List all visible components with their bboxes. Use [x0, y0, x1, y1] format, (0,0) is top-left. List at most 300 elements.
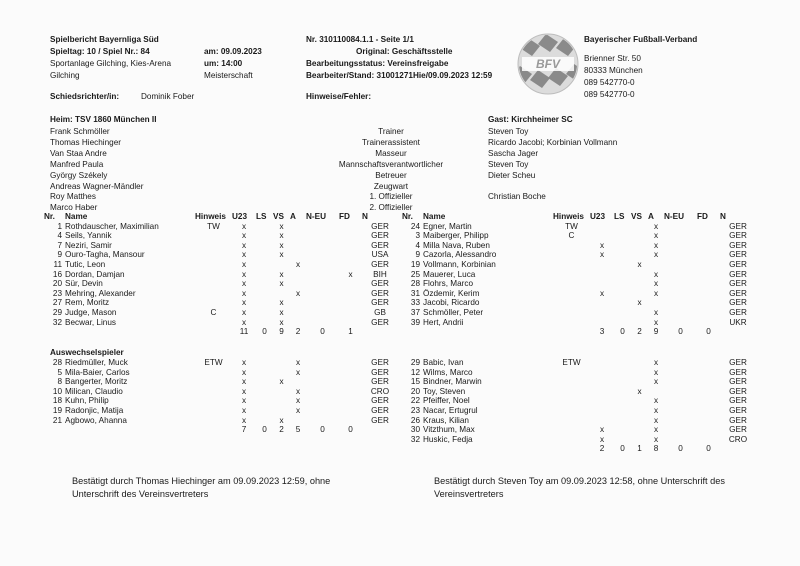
player-row	[44, 270, 398, 280]
player-name: Mehring, Alexander	[65, 288, 136, 298]
player-ls	[614, 387, 631, 397]
player-row	[44, 260, 398, 270]
player-row	[402, 396, 756, 406]
player-ls	[614, 358, 631, 368]
total-empty	[402, 327, 423, 337]
player-vs	[631, 308, 648, 318]
guest-subs-table	[402, 358, 756, 454]
player-fd	[339, 406, 362, 416]
player-row	[44, 222, 398, 232]
player-ls	[614, 289, 631, 299]
player-hinweis	[553, 308, 590, 318]
home-subs-table	[44, 358, 398, 435]
player-name: Vitzthum, Max	[423, 425, 475, 435]
home-subs-title: Auswechselspieler	[50, 348, 124, 357]
player-ls	[614, 377, 631, 387]
player-vs: x	[279, 298, 284, 308]
player-neu	[306, 416, 339, 426]
total-empty	[362, 327, 398, 337]
player-name: Pfeiffer, Noel	[423, 396, 470, 406]
player-name: Jacobi, Ricardo	[423, 298, 480, 308]
player-hinweis	[195, 241, 232, 251]
player-a	[648, 298, 664, 308]
player-name: Nacar, Ertugrul	[423, 405, 478, 415]
player-vs: x	[279, 221, 284, 231]
total-neu: 0	[678, 444, 683, 454]
player-n: GER	[729, 367, 747, 377]
player-a: x	[653, 240, 659, 250]
player-a	[648, 260, 664, 270]
match-date: am: 09.09.2023	[204, 47, 262, 56]
player-neu	[664, 425, 697, 435]
player-u23: x	[599, 434, 605, 444]
original-copy: Original: Geschäftsstelle	[356, 47, 453, 56]
player-vs	[273, 358, 290, 368]
player-ls	[614, 298, 631, 308]
col-u23: U23	[232, 212, 248, 221]
player-nr: 30	[410, 425, 420, 435]
player-row	[44, 241, 398, 251]
home-confirmation: Bestätigt durch Thomas Hiechinger am 09.09.2023 12:59, ohne Unterschrift des Vereinsvertreters	[72, 476, 331, 499]
player-n: GER	[729, 307, 747, 317]
player-ls	[614, 279, 631, 289]
player-row	[44, 250, 398, 260]
player-hinweis	[553, 298, 590, 308]
player-a	[290, 250, 306, 260]
col-nr: Nr.	[402, 212, 413, 221]
player-neu	[664, 387, 697, 397]
role-line: Zeugwart	[373, 181, 409, 191]
player-vs	[631, 241, 648, 251]
player-n: GER	[729, 298, 747, 308]
player-fd	[697, 279, 720, 289]
player-vs	[631, 222, 648, 232]
player-u23: x	[241, 259, 247, 269]
player-a	[290, 308, 306, 318]
player-n: GER	[729, 231, 747, 241]
player-nr: 25	[410, 269, 420, 279]
guet-officials-line: Steven Toy	[488, 159, 529, 169]
player-u23: x	[599, 240, 605, 250]
player-a: x	[653, 250, 659, 260]
player-a: x	[653, 425, 659, 435]
total-empty	[720, 444, 756, 454]
player-nr: 31	[410, 288, 420, 298]
player-hinweis	[195, 260, 232, 270]
totals-row	[44, 327, 398, 337]
player-fd	[697, 396, 720, 406]
total-vs: 2	[637, 327, 642, 337]
player-u23: x	[599, 288, 605, 298]
player-u23	[590, 308, 614, 318]
player-a: x	[295, 367, 301, 377]
role-line: 1. Offizieller	[369, 192, 413, 202]
player-u23: x	[241, 279, 247, 289]
venue: Sportanlage Gilching, Kies-Arena	[50, 59, 172, 68]
player-hinweis	[195, 387, 232, 397]
player-nr: 19	[410, 259, 420, 269]
player-vs: x	[279, 231, 284, 241]
player-neu	[306, 396, 339, 406]
player-fd	[339, 289, 362, 299]
player-n: BIH	[373, 269, 387, 279]
player-u23	[590, 377, 614, 387]
player-vs	[631, 416, 648, 426]
player-name: Flohrs, Marco	[423, 279, 474, 289]
player-row	[402, 250, 756, 260]
player-u23	[590, 260, 614, 270]
player-name: Bangerter, Moritz	[65, 377, 128, 387]
player-neu	[664, 298, 697, 308]
total-a: 5	[295, 425, 301, 435]
player-a	[290, 298, 306, 308]
player-nr: 28	[52, 358, 62, 367]
player-vs	[631, 425, 648, 435]
col-vs: VS	[273, 212, 284, 221]
player-fd	[697, 250, 720, 260]
player-vs: x	[279, 317, 284, 327]
player-row	[402, 406, 756, 416]
player-n: GER	[729, 250, 747, 260]
player-n: GER	[729, 405, 747, 415]
player-hinweis	[553, 270, 590, 280]
total-empty	[720, 327, 756, 337]
player-nr: 22	[410, 396, 420, 406]
player-name: Bindner, Marwin	[423, 377, 482, 387]
player-fd	[697, 231, 720, 241]
player-fd	[697, 435, 720, 445]
player-u23: x	[241, 231, 247, 241]
player-a: x	[653, 269, 659, 279]
player-name: Ouro-Tagha, Mansour	[65, 250, 145, 260]
total-empty	[65, 327, 195, 337]
total-empty	[553, 444, 590, 454]
player-u23	[590, 416, 614, 426]
player-nr: 4	[415, 240, 420, 250]
player-ls	[614, 222, 631, 232]
player-nr: 26	[410, 415, 420, 425]
player-n: GER	[729, 415, 747, 425]
col-name: Name	[65, 212, 88, 221]
player-a: x	[653, 231, 659, 241]
player-a	[290, 241, 306, 251]
player-vs	[631, 377, 648, 387]
total-empty	[65, 425, 195, 435]
player-n: GER	[371, 231, 389, 241]
player-a: x	[295, 288, 301, 298]
player-neu	[306, 241, 339, 251]
player-n: GER	[729, 269, 747, 279]
player-n: GER	[729, 358, 747, 367]
player-a: x	[653, 307, 659, 317]
player-ls	[256, 358, 273, 368]
player-vs: x	[279, 377, 284, 387]
player-a	[290, 222, 306, 232]
player-n: GER	[371, 396, 389, 406]
player-n: CRO	[728, 434, 748, 444]
logo-text: BFV	[536, 57, 560, 71]
player-fd	[339, 298, 362, 308]
player-hinweis	[195, 368, 232, 378]
player-vs	[631, 358, 648, 368]
guest-team-title: Gast: Kirchheimer SC	[488, 115, 573, 124]
player-ls	[614, 435, 631, 445]
player-n: GER	[371, 279, 389, 289]
player-name: Maiberger, Philipp	[423, 231, 489, 241]
player-fd	[697, 425, 720, 435]
player-n: GER	[729, 377, 747, 387]
player-fd	[697, 308, 720, 318]
player-row	[402, 298, 756, 308]
total-empty	[402, 444, 423, 454]
player-name: Huskic, Fedja	[423, 434, 473, 444]
player-nr: 16	[52, 269, 62, 279]
player-hinweis	[553, 279, 590, 289]
player-u23	[590, 387, 614, 397]
player-hinweis	[553, 318, 590, 328]
total-empty	[362, 425, 398, 435]
player-a	[290, 318, 306, 328]
header-row	[402, 212, 756, 222]
player-name: Mauerer, Luca	[423, 269, 476, 279]
player-vs: x	[279, 279, 284, 289]
player-vs	[631, 435, 648, 445]
player-u23: x	[599, 425, 605, 435]
player-vs: x	[279, 415, 284, 425]
player-ls	[256, 279, 273, 289]
player-nr: 15	[410, 377, 420, 387]
home-official-line: Van Staa Andre	[50, 148, 107, 158]
total-vs: 2	[279, 425, 284, 435]
player-nr: 32	[410, 434, 420, 444]
player-u23	[590, 406, 614, 416]
player-row	[44, 279, 398, 289]
total-empty	[553, 327, 590, 337]
player-vs	[631, 279, 648, 289]
player-vs: x	[279, 250, 284, 260]
player-vs: x	[637, 259, 642, 269]
player-vs	[631, 250, 648, 260]
player-neu	[664, 358, 697, 368]
status-label: Bearbeitungsstatus: Vereinsfreigabe	[306, 59, 449, 68]
player-fd	[339, 358, 362, 368]
player-name: Rem, Moritz	[65, 298, 110, 308]
col-a: A	[290, 212, 296, 221]
player-name: Schmöller, Peter	[423, 307, 484, 317]
col-ls: LS	[256, 212, 267, 221]
player-nr: 29	[52, 307, 62, 317]
player-hinweis	[553, 368, 590, 378]
player-neu	[664, 377, 697, 387]
player-vs	[631, 396, 648, 406]
col-u23: U23	[590, 212, 606, 221]
player-u23	[590, 270, 614, 280]
player-fd	[339, 318, 362, 328]
player-u23: x	[241, 298, 247, 308]
total-ls: 0	[262, 425, 267, 435]
player-vs	[631, 406, 648, 416]
total-u23: 2	[599, 444, 605, 454]
player-a: x	[653, 396, 659, 406]
player-row	[44, 387, 398, 397]
player-a	[290, 416, 306, 426]
player-u23	[590, 358, 614, 368]
player-row	[44, 368, 398, 378]
player-nr: 32	[52, 317, 62, 327]
player-a: x	[653, 358, 659, 367]
player-ls	[256, 222, 273, 232]
role-line: Masseur	[375, 148, 407, 158]
player-vs	[631, 318, 648, 328]
player-n: GER	[371, 358, 389, 367]
player-fd	[697, 368, 720, 378]
player-neu	[664, 241, 697, 251]
player-n: GER	[729, 288, 747, 298]
player-n: GER	[371, 367, 389, 377]
player-fd	[339, 241, 362, 251]
player-nr: 19	[52, 405, 62, 415]
player-nr: 24	[410, 221, 420, 231]
player-n: GER	[371, 415, 389, 425]
player-ls	[614, 270, 631, 280]
player-ls	[614, 308, 631, 318]
player-nr: 9	[415, 250, 420, 260]
player-name: Kraus, Kilian	[423, 415, 469, 425]
player-n: GER	[729, 396, 747, 406]
player-u23: x	[241, 240, 247, 250]
referee-name: Dominik Fober	[141, 92, 195, 101]
player-nr: 3	[415, 231, 420, 241]
player-a: x	[653, 279, 659, 289]
player-hinweis	[553, 377, 590, 387]
player-ls	[256, 308, 273, 318]
player-hinweis	[553, 260, 590, 270]
player-ls	[256, 368, 273, 378]
player-row	[402, 308, 756, 318]
home-team-title: Heim: TSV 1860 München II	[50, 115, 157, 124]
player-a	[290, 377, 306, 387]
player-nr: 9	[57, 250, 62, 260]
player-ls	[614, 396, 631, 406]
player-nr: 5	[57, 367, 62, 377]
player-a	[290, 270, 306, 280]
player-a: x	[653, 405, 659, 415]
player-n: GER	[371, 221, 389, 231]
total-vs: 9	[279, 327, 284, 337]
player-row	[44, 298, 398, 308]
player-a: x	[295, 405, 301, 415]
player-ls	[256, 231, 273, 241]
player-hinweis	[195, 416, 232, 426]
player-a: x	[653, 367, 659, 377]
player-fd	[339, 222, 362, 232]
player-u23: x	[241, 377, 247, 387]
player-hinweis: ETW	[204, 358, 223, 367]
player-fd	[339, 250, 362, 260]
player-neu	[306, 387, 339, 397]
player-hinweis	[195, 318, 232, 328]
player-hinweis	[195, 231, 232, 241]
player-vs	[273, 289, 290, 299]
player-u23: x	[241, 221, 247, 231]
player-n: CRO	[370, 386, 390, 396]
player-u23: x	[241, 386, 247, 396]
player-a: x	[653, 317, 659, 327]
totals-row	[402, 327, 756, 337]
player-u23	[590, 231, 614, 241]
col-ls: LS	[614, 212, 625, 221]
player-name: Cazorla, Alessandro	[423, 250, 497, 260]
player-name: Wilms, Marco	[423, 367, 473, 377]
player-row	[402, 231, 756, 241]
player-row	[44, 308, 398, 318]
player-fd	[697, 387, 720, 397]
player-neu	[306, 270, 339, 280]
player-neu	[664, 318, 697, 328]
col-fd: FD	[339, 212, 350, 221]
player-vs: x	[279, 240, 284, 250]
col-n: N	[362, 212, 368, 221]
player-neu	[306, 308, 339, 318]
player-ls	[256, 298, 273, 308]
total-empty	[423, 327, 553, 337]
player-vs	[273, 396, 290, 406]
player-a: x	[295, 259, 301, 269]
player-row	[402, 289, 756, 299]
player-n: GER	[371, 288, 389, 298]
player-n: GER	[371, 405, 389, 415]
player-a: x	[653, 434, 659, 444]
player-neu	[664, 435, 697, 445]
player-hinweis	[195, 289, 232, 299]
player-hinweis	[553, 425, 590, 435]
player-name: Radonjic, Matija	[65, 405, 124, 415]
player-u23: x	[241, 405, 247, 415]
player-row	[402, 279, 756, 289]
player-hinweis	[553, 406, 590, 416]
col-neu: N-EU	[306, 212, 327, 221]
total-a: 8	[653, 444, 659, 454]
player-u23: x	[241, 307, 247, 317]
guet-officials-line: Christian Boche	[488, 192, 546, 202]
player-nr: 18	[52, 396, 62, 406]
player-neu	[664, 406, 697, 416]
player-name: Hert, Andrii	[423, 317, 464, 327]
player-neu	[306, 406, 339, 416]
matchday: Spieltag: 10 / Spiel Nr.: 84	[50, 47, 150, 56]
player-u23: x	[241, 317, 247, 327]
total-empty	[423, 444, 553, 454]
player-row	[402, 368, 756, 378]
home-official-line: Frank Schmöller	[50, 127, 110, 136]
player-ls	[256, 260, 273, 270]
player-vs	[631, 270, 648, 280]
home-official-line: Marco Haber	[50, 203, 98, 213]
player-vs	[631, 289, 648, 299]
total-ls: 0	[262, 327, 267, 337]
player-hinweis	[553, 416, 590, 426]
player-hinweis	[195, 396, 232, 406]
player-row	[402, 260, 756, 270]
player-hinweis	[553, 289, 590, 299]
player-vs	[273, 368, 290, 378]
editor-label: Bearbeiter/Stand: 31001271Hie/09.09.2023 12:59	[306, 71, 493, 80]
player-row	[44, 318, 398, 328]
player-u23: x	[599, 250, 605, 260]
total-fd: 0	[706, 327, 711, 337]
player-nr: 23	[410, 405, 420, 415]
player-u23	[590, 318, 614, 328]
